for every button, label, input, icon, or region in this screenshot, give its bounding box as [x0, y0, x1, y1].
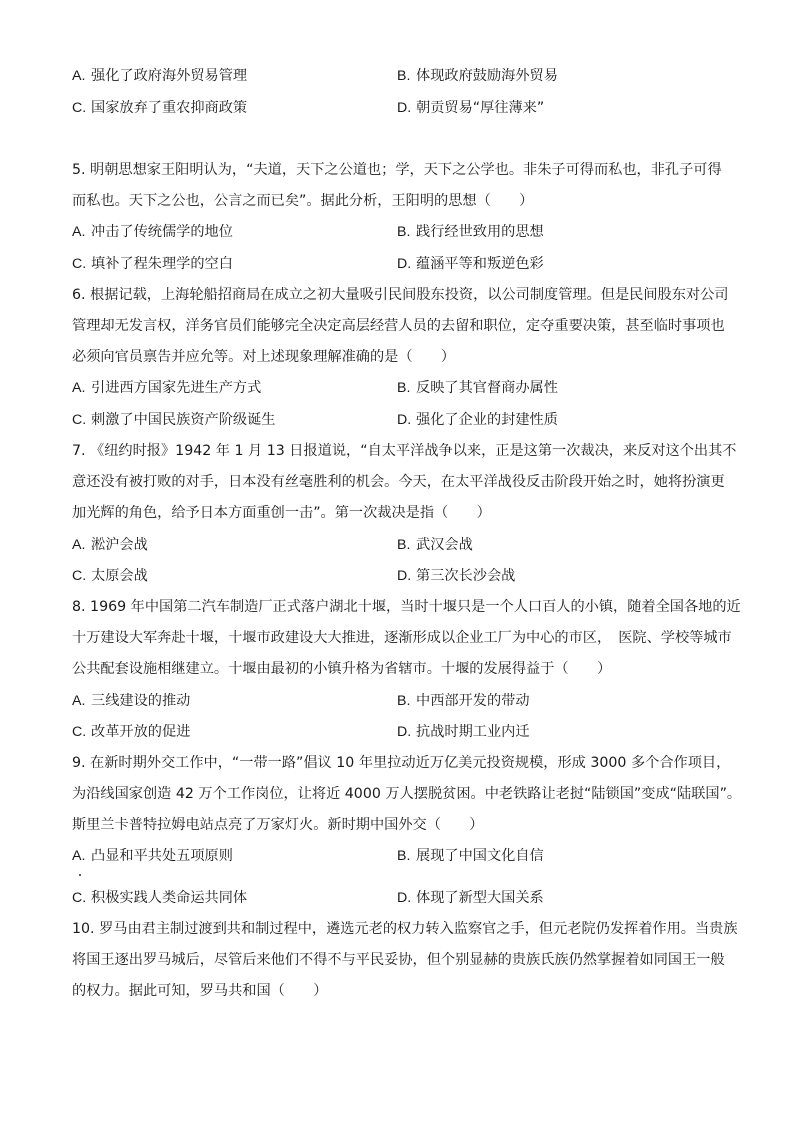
q5-stem-line-1: 5. 明朝思想家王阳明认为，“夫道，天下之公道也；学，天下之公学也。非朱子可得而私也，非孔子可得 [72, 162, 722, 178]
option-letter: D. [397, 100, 412, 116]
option-letter: C. [72, 100, 87, 116]
q5-option-b[interactable] [397, 222, 544, 242]
q9-stem-line-2: 为沿线国家创造 42 万个工作岗位，让将近 4000 万人摆脱贫困。中老铁路让老挝“陆锁国”变成“陆联国”。 [72, 786, 742, 802]
option-letter: A. [72, 380, 86, 396]
option-letter: B. [397, 68, 411, 84]
option-text: 体现了新型大国关系 [416, 890, 544, 906]
q4-option-b[interactable] [397, 66, 558, 86]
option-letter: C. [72, 412, 87, 428]
q6-option-b[interactable] [397, 378, 558, 398]
option-letter: A. [72, 68, 86, 84]
q5-option-c[interactable] [72, 254, 233, 274]
option-text: 冲击了传统儒学的地位 [91, 224, 233, 240]
option-letter: D. [397, 256, 412, 272]
option-text: 填补了程朱理学的空白 [91, 256, 233, 272]
option-text: 积极实践人类命运共同体 [91, 890, 248, 906]
q9-stem-line-1: 9. 在新时期外交工作中，“一带一路”倡议 10 年里拉动近万亿美元投资规模，形成 3000 多个合作项目， [72, 755, 731, 771]
q10-stem-line-1: 10. 罗马由君主制过渡到共和制过程中，遴选元老的权力转入监察官之手，但元老院仍发挥着作用。当贵族 [72, 921, 738, 937]
option-text: 第三次长沙会战 [416, 568, 516, 584]
q6-option-c[interactable] [72, 410, 275, 430]
q7-option-d[interactable] [397, 566, 515, 586]
option-letter: C. [72, 256, 87, 272]
option-letter: B. [397, 693, 411, 709]
q8-option-b[interactable] [397, 691, 530, 711]
q9-option-c[interactable] [72, 888, 247, 908]
option-letter: B. [397, 537, 411, 553]
q7-option-b[interactable] [397, 535, 473, 555]
q7-stem-line-3: 加光辉的角色，给予日本方面重创一击”。第一次裁决是指（ ） [72, 505, 491, 521]
option-letter: A. [72, 693, 86, 709]
q4-option-d[interactable] [397, 98, 544, 118]
option-letter: C. [72, 724, 87, 740]
option-letter: B. [397, 224, 411, 240]
stray-dot-mark [79, 874, 81, 876]
q8-stem-line-3: 公共配套设施相继建立。十堰由最初的小镇升格为省辖市。十堰的发展得益于（ ） [72, 661, 612, 677]
option-text: 反映了其官督商办属性 [416, 380, 558, 396]
q8-option-d[interactable] [397, 722, 530, 742]
q7-stem-line-2: 意还没有被打败的对手，日本没有丝毫胜利的机会。今天，在太平洋战役反击阶段开始之时，她将扮演更 [72, 474, 725, 490]
q5-stem-line-2: 而私也。天下之公也，公言之而已矣”。据此分析，王阳明的思想（ ） [72, 193, 534, 209]
option-letter: C. [72, 890, 87, 906]
option-text: 凸显和平共处五项原则 [91, 848, 233, 864]
option-letter: A. [72, 224, 86, 240]
q8-option-a[interactable] [72, 691, 190, 711]
q10-stem-line-3: 的权力。据此可知，罗马共和国（ ） [72, 983, 328, 999]
option-text: 中西部开发的带动 [416, 693, 530, 709]
option-letter: D. [397, 890, 412, 906]
option-text: 强化了企业的封建性质 [416, 412, 558, 428]
q4-option-a[interactable] [72, 66, 247, 86]
option-text: 强化了政府海外贸易管理 [91, 68, 248, 84]
option-letter: B. [397, 848, 411, 864]
option-text: 践行经世致用的思想 [416, 224, 544, 240]
q8-stem-line-1: 8. 1969 年中国第二汽车制造厂正式落户湖北十堰，当时十堰只是一个人口百人的小镇，随着全国各地的近 [72, 599, 741, 615]
q8-stem-line-2: 十万建设大军奔赴十堰，十堰市政建设大大推进，逐渐形成以企业工厂为中心的市区， 医院、学校等城市 [72, 630, 732, 646]
option-letter: D. [397, 568, 412, 584]
q6-stem-line-3: 必须向官员禀告并应允等。对上述现象理解准确的是（ ） [72, 349, 456, 365]
option-text: 淞沪会战 [91, 537, 148, 553]
option-letter: C. [72, 568, 87, 584]
option-text: 引进西方国家先进生产方式 [91, 380, 262, 396]
option-text: 改革开放的促进 [91, 724, 191, 740]
option-text: 体现政府鼓励海外贸易 [416, 68, 558, 84]
q5-option-d[interactable] [397, 254, 544, 274]
q8-option-c[interactable] [72, 722, 190, 742]
q9-option-b[interactable] [397, 846, 544, 866]
q7-option-a[interactable] [72, 535, 148, 555]
option-text: 展现了中国文化自信 [416, 848, 544, 864]
q6-stem-line-1: 6. 根据记载，上海轮船招商局在成立之初大量吸引民间股东投资，以公司制度管理。但是民间股东对公司 [72, 287, 729, 303]
option-letter: D. [397, 412, 412, 428]
option-text: 刺激了中国民族资产阶级诞生 [91, 412, 276, 428]
q5-option-a[interactable] [72, 222, 233, 242]
option-text: 太原会战 [91, 568, 148, 584]
option-text: 朝贡贸易“厚往薄来” [416, 100, 545, 116]
option-letter: D. [397, 724, 412, 740]
option-text: 武汉会战 [416, 537, 473, 553]
q4-option-c[interactable] [72, 98, 247, 118]
option-letter: A. [72, 537, 86, 553]
q6-option-d[interactable] [397, 410, 558, 430]
option-text: 国家放弃了重农抑商政策 [91, 100, 248, 116]
q9-option-d[interactable] [397, 888, 544, 908]
option-letter: A. [72, 848, 86, 864]
option-text: 抗战时期工业内迁 [416, 724, 530, 740]
q7-option-c[interactable] [72, 566, 148, 586]
option-text: 三线建设的推动 [91, 693, 191, 709]
q10-stem-line-2: 将国王逐出罗马城后，尽管后来他们不得不与平民妥协，但个别显赫的贵族氏族仍然掌握着如同国王一般 [72, 952, 725, 968]
q9-stem-line-3: 斯里兰卡普特拉姆电站点亮了万家灯火。新时期中国外交（ ） [72, 817, 484, 833]
q6-option-a[interactable] [72, 378, 261, 398]
option-text: 蕴涵平等和叛逆色彩 [416, 256, 544, 272]
q9-option-a[interactable] [72, 846, 233, 866]
q7-stem-line-1: 7. 《纽约时报》1942 年 1 月 13 日报道说，“自太平洋战争以来，正是这第一次裁决，来反对这个出其不 [72, 443, 737, 459]
option-letter: B. [397, 380, 411, 396]
q6-stem-line-2: 管理却无发言权，洋务官员们能够完全决定高层经营人员的去留和职位，定夺重要决策，甚至临时事项也 [72, 318, 725, 334]
